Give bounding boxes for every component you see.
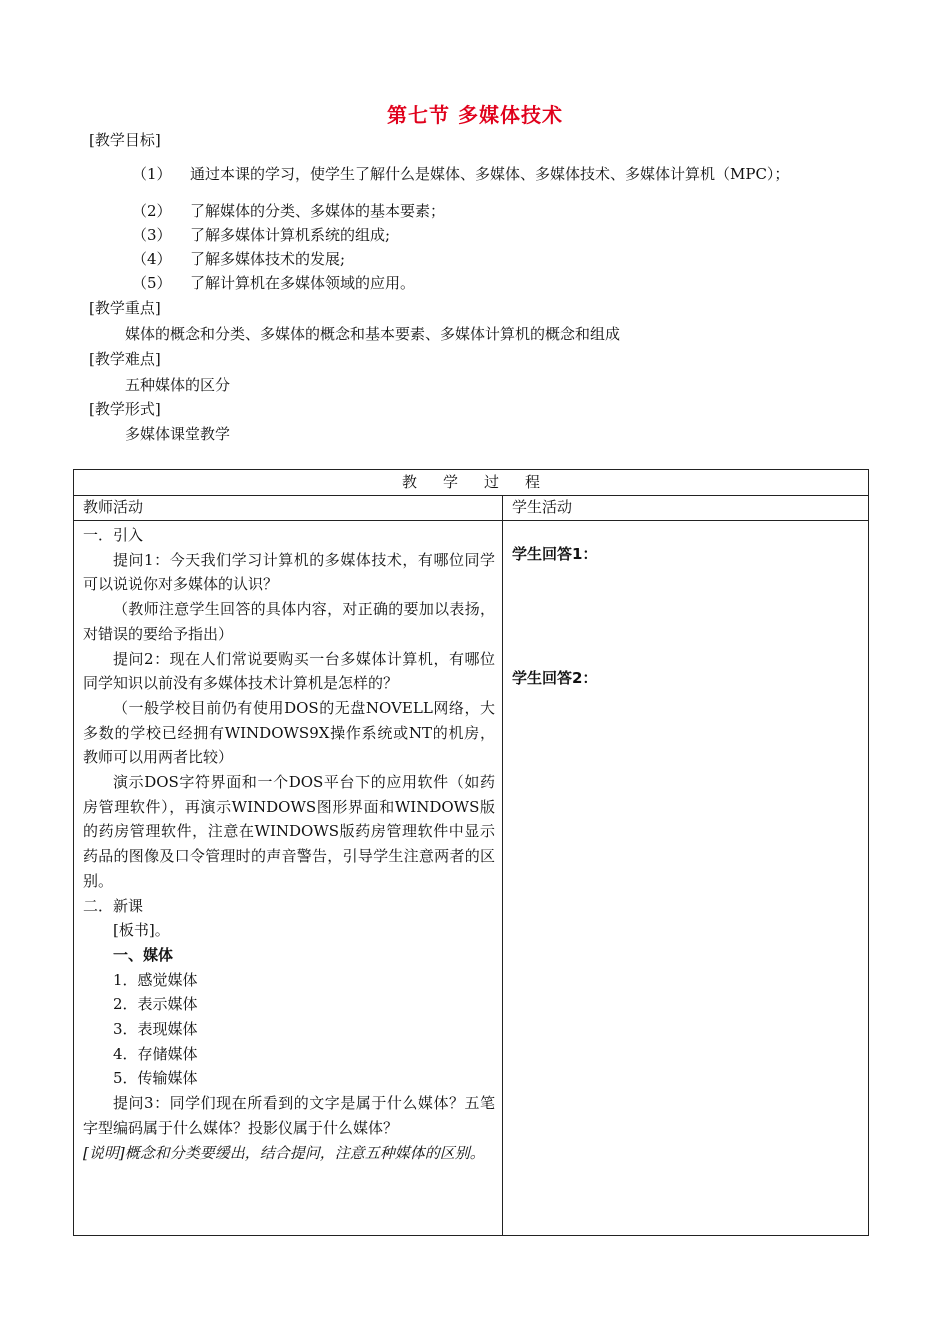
objective-number: （1） bbox=[132, 165, 172, 183]
teacher-column-header: 教师活动 bbox=[83, 498, 144, 516]
teacher-line: [说明]概念和分类要缓出，结合提问，注意五种媒体的区别。 bbox=[83, 1143, 485, 1162]
teacher-line: 2．表示媒体 bbox=[113, 995, 198, 1014]
teaching-process-table bbox=[73, 469, 869, 1236]
student-answer-label: 学生回答2： bbox=[512, 669, 598, 687]
teacher-line: 一．引入 bbox=[83, 526, 144, 544]
key-points-heading: [教学重点] bbox=[89, 299, 161, 317]
table-header: 教学过程 bbox=[74, 470, 868, 496]
objective-item bbox=[132, 272, 415, 293]
objective-number: （5） bbox=[132, 274, 172, 292]
objective-number: （2） bbox=[132, 202, 172, 220]
teacher-line: 提问3：同学们现在所看到的文字是属于什么媒体？五笔字型编码属于什么媒体？投影仪属于什么媒体？ bbox=[83, 1094, 495, 1137]
teacher-line: 1．感觉媒体 bbox=[113, 970, 198, 989]
teacher-line: （一般学校目前仍有使用DOS的无盘NOVELL网络，大多数的学校已经拥有WINDOWS9X操作系统或NT的机房，教师可以用两者比较） bbox=[83, 698, 495, 767]
teacher-line: 演示DOS字符界面和一个DOS平台下的应用软件（如药房管理软件），再演示WINDOWS图形界面和WINDOWS版的药房管理软件，注意在WINDOWS版药房管理软件中显示药品的图像及口令管理时的声音警告，引导学生注意两者的区别。 bbox=[83, 773, 495, 890]
objective-number: （4） bbox=[132, 250, 172, 268]
student-answer-label: 学生回答1： bbox=[512, 545, 598, 563]
objectives-heading: [教学目标] bbox=[89, 131, 161, 149]
key-points-text: 媒体的概念和分类、多媒体的概念和基本要素、多媒体计算机的概念和组成 bbox=[125, 325, 621, 343]
teacher-line: 一、媒体 bbox=[113, 945, 174, 964]
teacher-line: 提问2：现在人们常说要购买一台多媒体计算机，有哪位同学知识以前没有多媒体技术计算机是怎样的？ bbox=[83, 649, 495, 693]
page-title: 第七节 多媒体技术 bbox=[387, 103, 563, 127]
teacher-activity-cell bbox=[83, 523, 495, 1165]
student-column-header: 学生活动 bbox=[512, 498, 573, 516]
teacher-line: [板书]。 bbox=[113, 921, 170, 940]
difficulties-text: 五种媒体的区分 bbox=[125, 376, 231, 394]
teacher-line: 4．存储媒体 bbox=[113, 1044, 198, 1063]
teacher-line: 5．传输媒体 bbox=[113, 1069, 198, 1088]
table-column-headers bbox=[74, 495, 868, 521]
objective-text: 了解多媒体技术的发展; bbox=[190, 250, 346, 268]
objective-item bbox=[132, 200, 445, 221]
teacher-line: 提问1：今天我们学习计算机的多媒体技术，有哪位同学可以说说你对多媒体的认识？ bbox=[83, 550, 495, 594]
objective-text: 了解计算机在多媒体领域的应用。 bbox=[190, 274, 416, 292]
teacher-line: （教师注意学生回答的具体内容，对正确的要加以表扬，对错误的要给予指出） bbox=[83, 600, 495, 643]
teacher-line: 二．新课 bbox=[83, 896, 144, 915]
objective-number: （3） bbox=[132, 226, 172, 244]
column-divider bbox=[502, 495, 503, 1235]
form-heading: [教学形式] bbox=[89, 400, 161, 418]
teacher-line: 3．表现媒体 bbox=[113, 1020, 198, 1039]
objective-text: 通过本课的学习，使学生了解什么是媒体、多媒体、多媒体技术、多媒体计算机（MPC）； bbox=[190, 165, 790, 183]
objective-text: 了解多媒体计算机系统的组成; bbox=[190, 226, 391, 244]
objective-item bbox=[132, 163, 789, 184]
difficulties-heading: [教学难点] bbox=[89, 350, 161, 368]
objective-text: 了解媒体的分类、多媒体的基本要素； bbox=[190, 202, 446, 220]
form-text: 多媒体课堂教学 bbox=[125, 425, 231, 443]
objective-item bbox=[132, 224, 390, 245]
objective-item bbox=[132, 248, 345, 269]
